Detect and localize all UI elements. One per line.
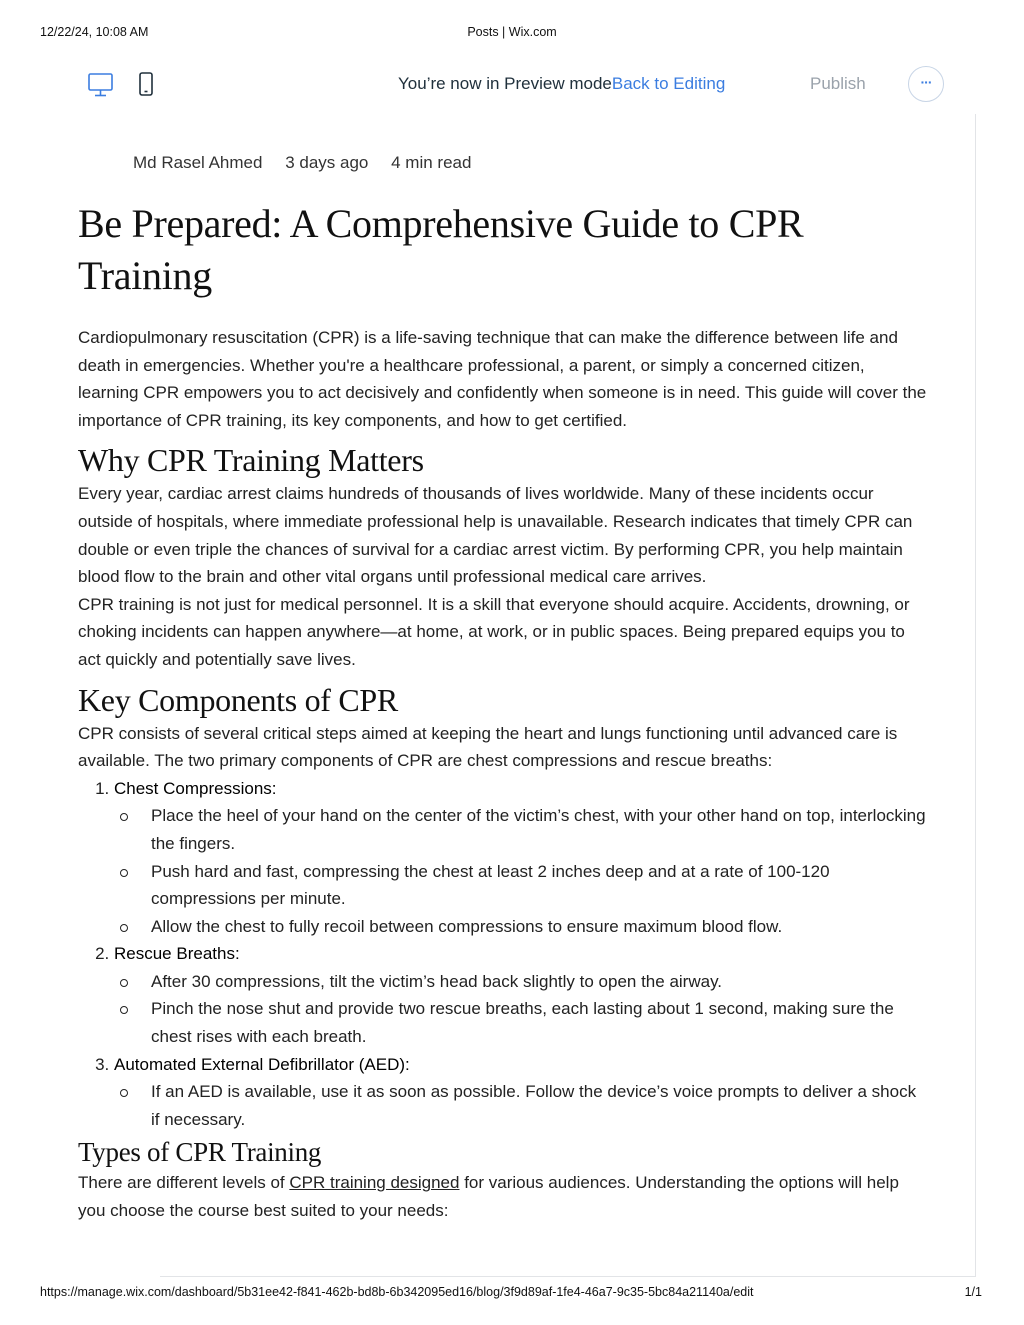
post-intro: Cardiopulmonary resuscitation (CPR) is a life-saving technique that can make the difference between life and death in emergencies. Whether you're a healthcare professional, a parent, or simply a concerned citizen, learning CPR empowers you to act decisively and confidently when someone is in need. This guide will cover the importance of CPR training, its key components, and how to get certified. — [78, 328, 927, 430]
cpr-steps-list — [78, 775, 928, 1134]
bullet-icon — [120, 1089, 128, 1097]
mobile-view-button[interactable] — [129, 68, 163, 102]
preview-frame-right-edge — [975, 114, 976, 1277]
mobile-icon — [129, 68, 163, 102]
list-item-text: If an AED is available, use it as soon as possible. Follow the device’s voice prompts to deliver a shock if necessary. — [151, 1082, 917, 1129]
bullet-icon — [120, 813, 128, 821]
components-intro: CPR consists of several critical steps aimed at keeping the heart and lungs functioning until advanced care is available. The two primary components of CPR are chest compressions and rescue breaths: — [78, 723, 898, 771]
list-item — [114, 940, 928, 1050]
more-actions-button[interactable] — [908, 66, 944, 102]
bullet-icon — [120, 979, 128, 987]
types-text-after: for various audiences. Understanding the options will help you choose the course best suited to your needs: — [78, 1173, 899, 1221]
step-title: Automated External Defibrillator (AED): — [114, 1054, 410, 1074]
back-to-editing-link[interactable]: Back to Editing — [611, 74, 726, 93]
print-header — [0, 25, 1024, 43]
preview-mode-text: You’re now in Preview mode — [398, 74, 612, 93]
post-date: 3 days ago — [285, 153, 369, 172]
print-page-title: Posts | Wix.com — [467, 25, 557, 39]
post-read-time: 4 min read — [391, 153, 472, 172]
preview-toolbar — [0, 60, 1024, 110]
section-heading-types: Types of CPR Training — [78, 1137, 322, 1168]
list-item — [114, 1051, 928, 1134]
list-item — [151, 1078, 928, 1133]
step-sublist — [114, 802, 928, 940]
why-paragraph-2: CPR training is not just for medical personnel. It is a skill that everyone should acquire. Accidents, drowning, or choking incidents can happen anywhere—at home, at work, or in public spaces. Being prepared equips you to act quickly and potentially save lives. — [78, 594, 910, 669]
list-item-text: Allow the chest to fully recoil between compressions to ensure maximum blood flow. — [151, 916, 783, 936]
list-item-text: Push hard and fast, compressing the chest at least 2 inches deep and at a rate of 100-120 compressions per minute. — [151, 861, 830, 909]
types-text-before: There are different levels of — [78, 1173, 290, 1193]
bullet-icon — [120, 1006, 128, 1014]
why-paragraph-1: Every year, cardiac arrest claims hundreds of thousands of lives worldwide. Many of these incidents occur outside of hospitals, where immediate professional help is unavailable. Research indicates that timely CPR can double or even triple the chances of survival for a cardiac arrest victim. By performing CPR, you help maintain blood flow to the brain and other vital organs until professional medical care arrives. — [78, 484, 913, 587]
publish-button[interactable]: Publish — [810, 74, 866, 93]
more-dots-icon: ··· — [920, 74, 932, 90]
desktop-view-button[interactable] — [84, 68, 118, 102]
print-datetime: 12/22/24, 10:08 AM — [40, 25, 149, 39]
post-title: Be Prepared: A Comprehensive Guide to CPR Training — [78, 201, 804, 298]
step-title: Chest Compressions: — [114, 778, 277, 798]
section-heading-components: Key Components of CPR — [78, 681, 398, 718]
list-item — [151, 802, 928, 857]
print-url: https://manage.wix.com/dashboard/5b31ee42-f841-462b-bd8b-6b342095ed16/blog/3f9d89af-1fe4-46a7-9c35-5bc84a21140a/edit — [40, 1285, 754, 1299]
list-item-text: Pinch the nose shut and provide two rescue breaths, each lasting about 1 second, making sure the chest rises with each breath. — [151, 999, 894, 1047]
types-paragraph — [78, 1169, 928, 1224]
print-page-number: 1/1 — [964, 1285, 982, 1299]
post-meta — [133, 150, 928, 176]
list-item — [151, 858, 928, 913]
desktop-icon — [84, 68, 118, 102]
blog-post — [78, 150, 928, 1253]
bullet-icon — [120, 924, 128, 932]
preview-frame-bottom-edge — [160, 1276, 976, 1277]
list-item — [151, 913, 928, 941]
list-item — [151, 968, 928, 996]
section-heading-why: Why CPR Training Matters — [78, 442, 424, 479]
post-author[interactable]: Md Rasel Ahmed — [133, 153, 263, 172]
list-item — [151, 995, 928, 1050]
bullet-icon — [120, 869, 128, 877]
step-sublist — [114, 1078, 928, 1133]
step-title: Rescue Breaths: — [114, 944, 240, 964]
print-footer — [0, 1285, 1024, 1303]
list-item-text: Place the heel of your hand on the center of the victim’s chest, with your other hand on top, interlocking the fingers. — [151, 806, 926, 853]
cpr-training-link[interactable]: CPR training designed — [289, 1173, 460, 1193]
list-item — [114, 775, 928, 941]
step-sublist — [114, 968, 928, 1051]
list-item-text: After 30 compressions, tilt the victim’s head back slightly to open the airway. — [151, 971, 723, 991]
preview-mode-message — [398, 74, 725, 94]
